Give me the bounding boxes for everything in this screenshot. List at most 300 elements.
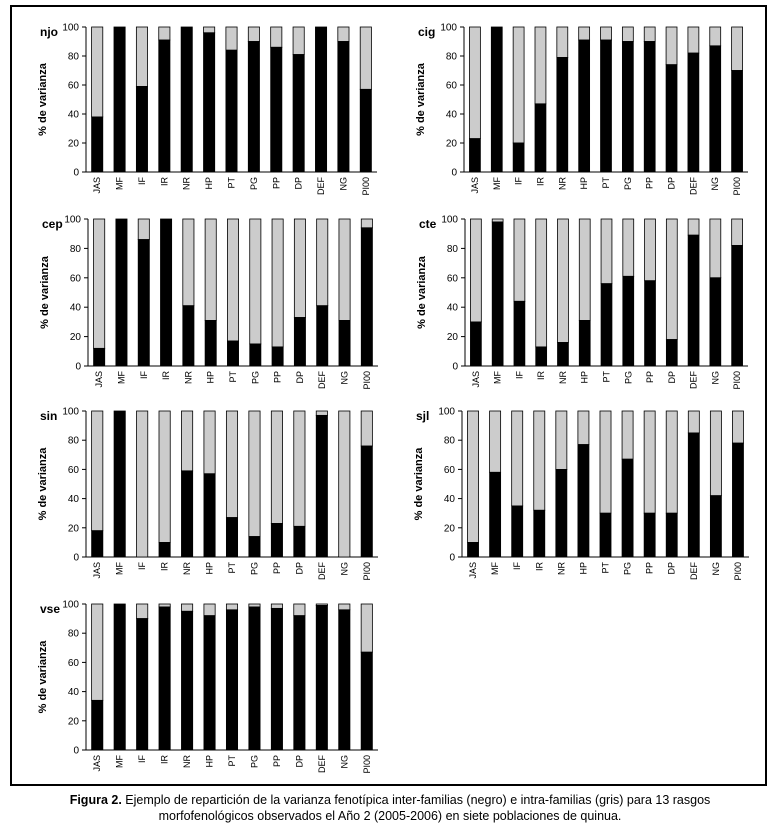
- bar-intra-JAS: [94, 219, 105, 348]
- y-tick-label: 80: [67, 51, 79, 63]
- bar-intra-PG: [248, 27, 259, 42]
- bar-intra-NG: [339, 411, 350, 557]
- bar-inter-PI00: [361, 228, 372, 366]
- bar-inter-JAS: [92, 117, 103, 172]
- bar-inter-PT: [601, 284, 612, 366]
- bar-inter-PT: [226, 610, 237, 750]
- bar-intra-JAS: [469, 27, 480, 139]
- bar-inter-PI00: [732, 443, 743, 557]
- y-tick-label: 80: [67, 628, 79, 640]
- x-tick-label: PG: [249, 562, 260, 576]
- caption-line-2: morfofenológicos observados el Año 2 (2005-2006) en siete poblaciones de quinua.: [158, 809, 622, 823]
- x-tick-label: DEF: [316, 177, 327, 195]
- x-tick-label: DEF: [316, 755, 327, 773]
- x-tick-label: PG: [622, 562, 633, 576]
- chart-cig: [402, 19, 754, 210]
- x-tick-label: IR: [159, 755, 170, 764]
- y-tick-label: 40: [445, 109, 457, 121]
- x-tick-label: NR: [181, 177, 192, 190]
- bar-intra-IF: [137, 604, 148, 619]
- x-tick-label: JAS: [468, 562, 479, 579]
- y-tick-label: 100: [64, 214, 81, 226]
- bar-intra-IR: [159, 27, 170, 40]
- x-tick-label: NG: [710, 562, 721, 576]
- bar-intra-PP: [644, 411, 655, 513]
- bar-intra-PG: [249, 604, 260, 607]
- x-tick-label: PT: [600, 562, 611, 574]
- bar-inter-IF: [512, 506, 523, 557]
- x-tick-label: PI00: [361, 371, 372, 390]
- x-tick-label: DP: [294, 755, 305, 768]
- bar-inter-PI00: [732, 245, 743, 366]
- x-tick-label: NR: [556, 562, 567, 575]
- bar-inter-HP: [579, 40, 590, 172]
- x-tick-label: PG: [622, 177, 633, 191]
- bar-inter-PI00: [732, 71, 743, 173]
- bar-inter-DEF: [688, 235, 699, 366]
- x-tick-label: DP: [293, 177, 304, 190]
- bar-inter-DP: [294, 317, 305, 366]
- x-tick-label: PP: [644, 562, 655, 575]
- x-tick-label: PG: [250, 371, 261, 385]
- chart-cte: [403, 211, 754, 404]
- bar-intra-HP: [205, 219, 216, 320]
- x-tick-label: PT: [601, 177, 611, 189]
- bar-inter-PG: [249, 607, 260, 750]
- bar-inter-DEF: [688, 53, 699, 172]
- x-tick-label: DP: [666, 177, 677, 190]
- y-tick-label: 40: [69, 302, 81, 314]
- y-axis-label: % de varianza: [37, 640, 49, 714]
- y-tick-label: 60: [446, 273, 458, 285]
- x-tick-label: JAS: [469, 177, 480, 194]
- bar-inter-NG: [339, 610, 350, 750]
- x-tick-label: PI00: [360, 177, 371, 196]
- bar-inter-MF: [490, 472, 501, 557]
- bar-inter-NG: [710, 46, 721, 172]
- bar-inter-DEF: [317, 306, 328, 366]
- x-tick-label: PI00: [732, 177, 743, 196]
- x-tick-label: PI00: [732, 562, 743, 581]
- bar-inter-NG: [710, 278, 721, 366]
- y-axis-label: % de varianza: [413, 447, 425, 521]
- y-axis-label: % de varianza: [37, 63, 49, 136]
- x-tick-label: PT: [226, 177, 237, 189]
- bar-inter-PP: [272, 347, 283, 366]
- x-tick-label: DEF: [688, 371, 699, 389]
- bar-inter-DP: [666, 340, 677, 366]
- bar-intra-JAS: [468, 411, 479, 542]
- bar-intra-PT: [226, 604, 237, 610]
- bar-intra-JAS: [92, 411, 103, 531]
- y-tick-label: 100: [62, 406, 79, 418]
- bar-inter-DEF: [688, 433, 699, 557]
- bar-inter-PP: [271, 523, 282, 557]
- bar-intra-DEF: [688, 411, 699, 433]
- y-axis-label: % de varianza: [416, 256, 428, 329]
- bar-inter-IR: [534, 510, 545, 557]
- bar-inter-IF: [514, 301, 525, 366]
- bar-intra-PT: [601, 27, 612, 40]
- x-tick-label: PG: [248, 177, 259, 191]
- y-tick-label: 60: [445, 80, 457, 92]
- x-tick-label: IR: [159, 562, 170, 571]
- y-tick-label: 40: [67, 687, 79, 699]
- bar-inter-PI00: [361, 446, 372, 557]
- x-tick-label: NG: [710, 371, 721, 385]
- bar-inter-MF: [114, 27, 125, 172]
- bar-intra-PT: [226, 27, 237, 50]
- x-tick-label: IR: [534, 562, 545, 571]
- x-tick-label: PG: [249, 755, 260, 769]
- x-tick-label: HP: [204, 562, 215, 575]
- bar-intra-IR: [159, 604, 170, 607]
- bar-inter-PI00: [360, 89, 371, 172]
- bar-inter-HP: [204, 474, 215, 557]
- bar-inter-IR: [536, 347, 547, 366]
- x-tick-label: PP: [271, 177, 282, 190]
- bar-intra-DEF: [316, 411, 327, 415]
- x-tick-label: MF: [491, 177, 502, 190]
- bar-inter-PG: [622, 459, 633, 557]
- x-tick-label: NR: [182, 562, 193, 575]
- y-tick-label: 40: [446, 302, 458, 314]
- x-tick-label: MF: [114, 755, 125, 768]
- x-tick-label: PI00: [361, 562, 372, 581]
- bar-inter-PG: [623, 276, 634, 366]
- bar-inter-MF: [114, 411, 125, 557]
- y-tick-label: 80: [445, 51, 457, 63]
- x-tick-label: IF: [514, 371, 525, 379]
- bar-inter-IR: [159, 607, 170, 750]
- x-tick-label: IF: [137, 562, 148, 570]
- bar-inter-JAS: [468, 542, 479, 557]
- x-tick-label: PG: [623, 371, 634, 385]
- y-tick-label: 20: [69, 332, 81, 344]
- x-tick-label: HP: [205, 371, 216, 384]
- x-tick-label: JAS: [94, 371, 105, 388]
- y-tick-label: 80: [69, 243, 81, 255]
- chart-cep: [26, 211, 384, 404]
- bar-intra-PT: [226, 411, 237, 518]
- bar-intra-IF: [136, 27, 147, 86]
- x-tick-label: PT: [227, 755, 237, 767]
- y-tick-label: 0: [452, 361, 458, 373]
- bar-inter-JAS: [92, 531, 103, 557]
- y-tick-label: 100: [441, 214, 458, 226]
- bar-inter-PT: [226, 518, 237, 557]
- bar-inter-IF: [136, 86, 147, 172]
- bar-intra-IF: [137, 411, 148, 557]
- bar-intra-PG: [623, 219, 634, 276]
- x-tick-label: NR: [183, 371, 194, 384]
- bar-inter-DEF: [316, 605, 327, 750]
- bar-inter-PP: [271, 47, 282, 172]
- x-tick-label: HP: [578, 562, 589, 575]
- x-tick-label: PP: [272, 371, 283, 384]
- bar-intra-HP: [579, 219, 590, 320]
- bar-intra-PI00: [732, 411, 743, 443]
- bar-intra-NG: [339, 219, 350, 320]
- chart-title: cig: [418, 25, 436, 39]
- y-tick-label: 20: [67, 138, 79, 150]
- bar-intra-PP: [271, 27, 282, 47]
- bar-intra-PG: [622, 27, 633, 42]
- figure-caption: [0, 792, 780, 824]
- x-tick-label: PT: [227, 562, 237, 574]
- bar-inter-NR: [181, 611, 192, 750]
- bar-intra-IR: [534, 411, 545, 510]
- x-tick-label: PT: [228, 371, 238, 383]
- bar-intra-DP: [294, 219, 305, 317]
- bar-intra-PI00: [732, 27, 743, 71]
- x-tick-label: JAS: [92, 177, 103, 194]
- x-tick-label: IR: [535, 177, 546, 186]
- bar-inter-PG: [248, 42, 259, 173]
- x-tick-label: MF: [114, 177, 125, 190]
- bar-inter-HP: [205, 320, 216, 366]
- x-tick-label: DP: [666, 371, 677, 384]
- y-tick-label: 0: [451, 167, 457, 179]
- bar-inter-IR: [535, 104, 546, 172]
- bar-intra-NG: [710, 27, 721, 46]
- chart-sin: [24, 403, 384, 595]
- y-tick-label: 80: [67, 435, 79, 447]
- bar-inter-IF: [137, 619, 148, 750]
- y-tick-label: 60: [67, 80, 79, 92]
- bar-intra-PP: [272, 219, 283, 347]
- bar-intra-IR: [159, 411, 170, 542]
- bar-inter-MF: [491, 27, 502, 172]
- bar-inter-JAS: [470, 322, 481, 366]
- bar-inter-DP: [293, 55, 304, 172]
- bar-inter-DEF: [315, 27, 326, 172]
- bar-intra-DP: [666, 27, 677, 65]
- x-tick-label: JAS: [92, 755, 103, 772]
- bar-inter-DP: [666, 65, 677, 172]
- x-tick-label: HP: [204, 755, 215, 768]
- x-tick-label: PP: [645, 371, 656, 384]
- bar-inter-DP: [666, 513, 677, 557]
- y-tick-label: 100: [62, 599, 79, 611]
- bar-intra-PI00: [361, 411, 372, 446]
- chart-njo: [24, 19, 383, 210]
- bar-intra-DP: [666, 219, 677, 340]
- y-tick-label: 0: [449, 552, 455, 564]
- y-tick-label: 100: [438, 406, 455, 418]
- bar-inter-NR: [558, 342, 569, 366]
- x-tick-label: IF: [513, 177, 524, 185]
- x-tick-label: NR: [557, 371, 568, 384]
- bar-intra-PT: [601, 219, 612, 284]
- bar-inter-MF: [114, 604, 125, 750]
- x-tick-label: HP: [579, 371, 590, 384]
- bar-intra-IF: [512, 411, 523, 506]
- bar-inter-NR: [181, 27, 192, 172]
- y-tick-label: 40: [67, 494, 79, 506]
- x-tick-label: MF: [490, 562, 501, 575]
- x-tick-label: DP: [294, 562, 305, 575]
- y-tick-label: 20: [67, 523, 79, 535]
- chart-title: cte: [419, 217, 437, 231]
- chart-title: vse: [40, 602, 61, 616]
- bar-inter-PT: [601, 40, 612, 172]
- bar-intra-DP: [294, 411, 305, 526]
- bar-intra-PI00: [732, 219, 743, 245]
- x-tick-label: IR: [161, 371, 172, 380]
- y-tick-label: 20: [443, 523, 455, 535]
- y-tick-label: 60: [443, 464, 455, 476]
- y-tick-label: 20: [446, 332, 458, 344]
- bar-intra-IF: [138, 219, 149, 240]
- bar-inter-DEF: [316, 415, 327, 557]
- bar-inter-PT: [227, 341, 238, 366]
- bar-intra-JAS: [470, 219, 481, 322]
- y-axis-label: % de varianza: [37, 447, 49, 521]
- bar-inter-IR: [161, 219, 172, 366]
- bar-inter-NR: [181, 471, 192, 557]
- x-tick-label: IR: [159, 177, 170, 186]
- y-axis-label: % de varianza: [39, 256, 51, 329]
- bar-inter-NR: [556, 469, 567, 557]
- x-tick-label: HP: [204, 177, 215, 190]
- y-tick-label: 0: [75, 361, 81, 373]
- x-tick-label: NG: [339, 371, 350, 385]
- x-tick-label: JAS: [92, 562, 103, 579]
- x-tick-label: DEF: [688, 177, 699, 195]
- x-tick-label: JAS: [470, 371, 481, 388]
- bar-intra-PT: [227, 219, 238, 341]
- x-tick-label: MF: [492, 371, 503, 384]
- bar-intra-HP: [204, 27, 215, 33]
- chart-title: sjl: [416, 409, 430, 423]
- x-tick-label: PT: [601, 371, 612, 383]
- x-tick-label: NG: [339, 562, 350, 576]
- x-tick-label: DEF: [317, 371, 328, 389]
- bar-inter-PG: [249, 537, 260, 557]
- x-tick-label: NG: [338, 177, 349, 191]
- bar-intra-NR: [556, 411, 567, 469]
- bar-intra-PI00: [360, 27, 371, 89]
- bar-inter-PP: [644, 513, 655, 557]
- y-tick-label: 0: [73, 552, 79, 564]
- bar-intra-PP: [645, 219, 656, 281]
- bar-intra-DP: [666, 411, 677, 513]
- bar-inter-HP: [204, 616, 215, 750]
- bar-inter-PG: [250, 344, 261, 366]
- bar-intra-HP: [578, 411, 589, 445]
- bar-intra-HP: [579, 27, 590, 40]
- bar-intra-HP: [204, 411, 215, 474]
- bar-intra-PG: [249, 411, 260, 537]
- x-tick-label: DP: [294, 371, 305, 384]
- y-tick-label: 60: [67, 657, 79, 669]
- x-tick-label: IR: [536, 371, 547, 380]
- bar-inter-JAS: [469, 139, 480, 172]
- y-tick-label: 40: [67, 109, 79, 121]
- bar-inter-IF: [513, 143, 524, 172]
- y-tick-label: 100: [62, 22, 79, 34]
- bar-inter-MF: [116, 219, 127, 366]
- bar-intra-DEF: [688, 27, 699, 53]
- bar-inter-NR: [557, 57, 568, 172]
- bar-intra-PG: [250, 219, 261, 344]
- x-tick-label: NR: [182, 755, 193, 768]
- bar-intra-JAS: [92, 27, 103, 117]
- y-tick-label: 60: [67, 464, 79, 476]
- bar-inter-PI00: [361, 652, 372, 750]
- bar-inter-DP: [294, 526, 305, 557]
- bar-intra-PP: [271, 604, 282, 608]
- chart-vse: [24, 596, 384, 788]
- bar-intra-PG: [622, 411, 633, 459]
- bar-inter-DP: [294, 616, 305, 750]
- chart-title: njo: [40, 25, 58, 39]
- bar-intra-NG: [710, 411, 721, 496]
- bar-intra-NG: [338, 27, 349, 42]
- bar-intra-DEF: [688, 219, 699, 235]
- bar-inter-NG: [710, 496, 721, 557]
- x-tick-label: MF: [114, 562, 125, 575]
- bar-intra-PP: [644, 27, 655, 42]
- x-tick-label: IF: [138, 371, 149, 379]
- y-tick-label: 20: [67, 716, 79, 728]
- bar-inter-IR: [159, 40, 170, 172]
- y-tick-label: 0: [73, 745, 79, 757]
- caption-label: Figura 2.: [69, 793, 122, 807]
- x-tick-label: PP: [644, 177, 655, 190]
- y-tick-label: 100: [440, 22, 457, 34]
- bar-inter-HP: [204, 33, 215, 172]
- bar-inter-JAS: [94, 348, 105, 366]
- bar-inter-IF: [138, 240, 149, 366]
- bar-intra-PI00: [361, 219, 372, 228]
- bar-inter-JAS: [92, 700, 103, 750]
- chart-sjl: [400, 403, 755, 595]
- bar-inter-PT: [226, 50, 237, 172]
- bar-intra-NR: [183, 219, 194, 306]
- bar-intra-JAS: [92, 604, 103, 700]
- y-axis-label: % de varianza: [415, 63, 427, 136]
- bar-intra-PI00: [361, 604, 372, 652]
- bar-intra-PP: [271, 411, 282, 523]
- bar-intra-HP: [204, 604, 215, 616]
- bar-inter-MF: [492, 222, 503, 366]
- x-tick-label: DEF: [316, 562, 327, 580]
- bar-intra-NR: [558, 219, 569, 342]
- bar-inter-HP: [578, 445, 589, 557]
- bar-intra-IR: [535, 27, 546, 104]
- y-tick-label: 80: [446, 243, 458, 255]
- y-tick-label: 80: [443, 435, 455, 447]
- bar-inter-PP: [644, 42, 655, 173]
- x-tick-label: PP: [271, 562, 282, 575]
- y-tick-label: 0: [73, 167, 79, 179]
- bar-inter-PP: [271, 608, 282, 750]
- chart-title: sin: [40, 409, 58, 423]
- bar-intra-NR: [557, 27, 568, 57]
- x-tick-label: IF: [137, 755, 148, 763]
- bar-inter-PT: [600, 513, 611, 557]
- caption-line-1: Ejemplo de repartición de la varianza fenotípica inter-familias (negro) e intra-familias (gris) para 13 rasgos: [125, 793, 711, 807]
- x-tick-label: NG: [710, 177, 721, 191]
- bar-inter-NG: [339, 320, 350, 366]
- bar-intra-IR: [536, 219, 547, 347]
- bar-intra-NG: [710, 219, 721, 278]
- bar-intra-DEF: [317, 219, 328, 306]
- bar-intra-IF: [514, 219, 525, 301]
- x-tick-label: PI00: [361, 755, 372, 774]
